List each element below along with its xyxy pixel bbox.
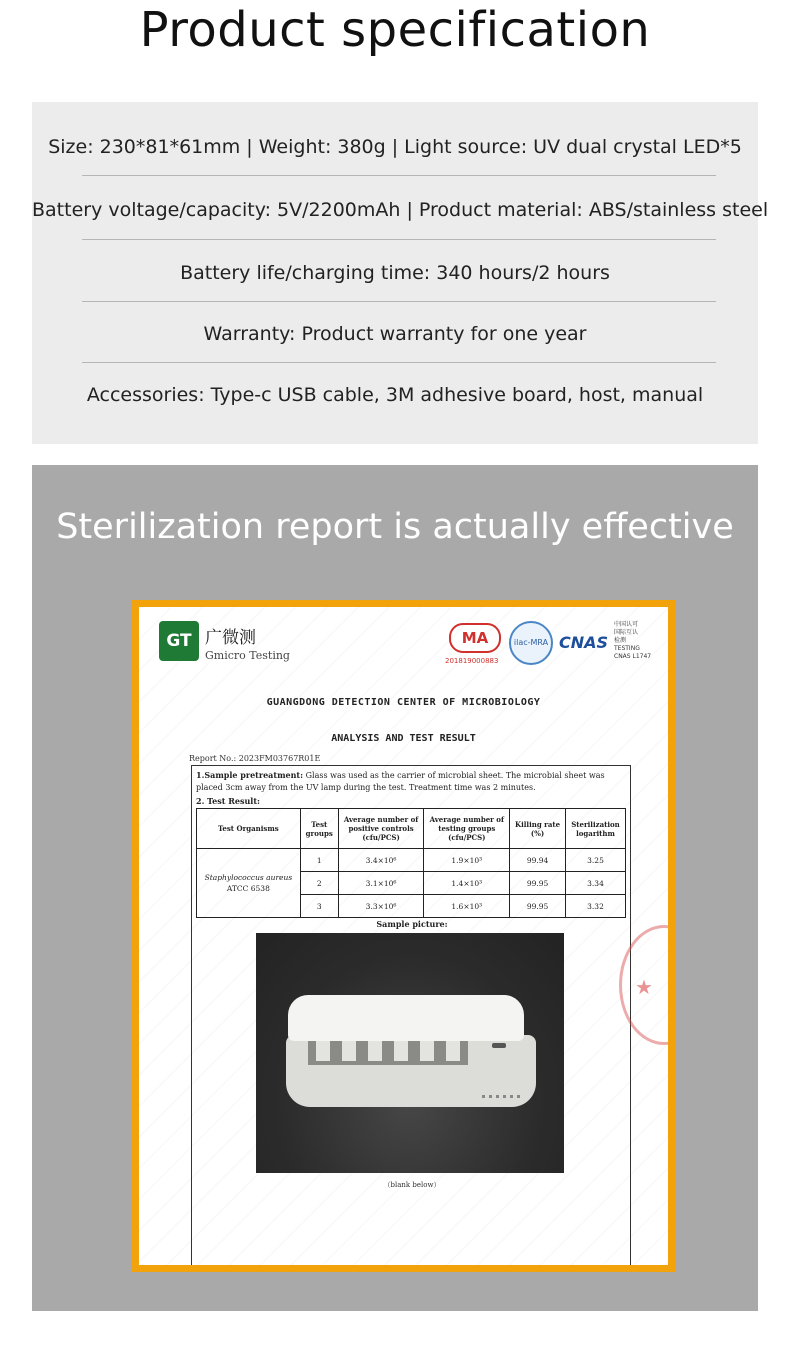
cma-number: 201819000883 bbox=[445, 657, 499, 665]
sterilizer-device-image bbox=[286, 995, 536, 1107]
table-row bbox=[197, 849, 626, 872]
report-frame bbox=[131, 600, 676, 1272]
device-slots bbox=[308, 1039, 468, 1065]
detection-center-name: GUANGDONG DETECTION CENTER OF MICROBIOLOGY bbox=[266, 697, 541, 708]
spec-panel bbox=[32, 102, 769, 444]
table-cell: 3.32 bbox=[565, 895, 625, 918]
cnas-side-line: 检测 bbox=[614, 637, 627, 644]
table-header: Sterilization logarithm bbox=[565, 809, 625, 849]
table-header: Average number of positive controls (cfu/PCS) bbox=[338, 809, 424, 849]
spec-divider bbox=[82, 239, 716, 240]
table-cell: 99.95 bbox=[510, 895, 566, 918]
organism-cell bbox=[197, 849, 301, 918]
pretreatment-label: 1.Sample pretreatment: bbox=[196, 770, 304, 780]
table-cell: 1 bbox=[300, 849, 338, 872]
results-table bbox=[196, 808, 626, 918]
logo-chinese-name: 广微测 bbox=[205, 628, 256, 648]
sample-photo bbox=[256, 933, 564, 1173]
table-cell: 1.4×10³ bbox=[424, 872, 510, 895]
cma-mark-icon: MA bbox=[449, 623, 501, 653]
table-cell: 3 bbox=[300, 895, 338, 918]
report-panel bbox=[32, 465, 758, 1311]
ilac-mra-icon: ilac-MRA bbox=[509, 621, 553, 665]
spec-divider bbox=[82, 362, 716, 363]
spec-divider bbox=[82, 175, 716, 176]
table-cell: 3.4×10⁶ bbox=[338, 849, 424, 872]
cnas-side-text bbox=[614, 621, 664, 661]
spec-size-weight-light: Size: 230*81*61mm | Weight: 380g | Light source: UV dual crystal LED*5 bbox=[48, 136, 742, 158]
gmicro-logo-icon: GT bbox=[159, 621, 199, 661]
spec-warranty: Warranty: Product warranty for one year bbox=[203, 323, 587, 345]
test-result-label: 2. Test Result: bbox=[196, 796, 260, 806]
report-number: Report No.: 2023FM03767R01E bbox=[189, 754, 321, 763]
table-header: Killing rate (%) bbox=[510, 809, 566, 849]
table-cell: 99.95 bbox=[510, 872, 566, 895]
table-cell: 3.1×10⁶ bbox=[338, 872, 424, 895]
seal-star-icon: ★ bbox=[635, 975, 653, 999]
table-header: Average number of testing groups (cfu/PCS) bbox=[424, 809, 510, 849]
spec-battery-life: Battery life/charging time: 340 hours/2 hours bbox=[180, 262, 610, 284]
table-header: Test groups bbox=[300, 809, 338, 849]
table-cell: 1.6×10³ bbox=[424, 895, 510, 918]
table-cell: 3.34 bbox=[565, 872, 625, 895]
report-body bbox=[191, 765, 631, 1265]
page-title: Product specification bbox=[139, 2, 651, 58]
cnas-logo-icon: CNAS bbox=[559, 633, 609, 652]
table-header: Test Organisms bbox=[197, 809, 301, 849]
pretreatment-paragraph bbox=[196, 769, 630, 794]
table-cell: 99.94 bbox=[510, 849, 566, 872]
result-title: ANALYSIS AND TEST RESULT bbox=[331, 733, 476, 744]
spec-battery-material: Battery voltage/capacity: 5V/2200mAh | Product material: ABS/stainless steel bbox=[32, 199, 769, 221]
organism-strain: ATCC 6538 bbox=[226, 884, 270, 893]
cnas-side-line: 国际互认 bbox=[614, 629, 639, 636]
table-header-row bbox=[197, 809, 626, 849]
usb-port-icon bbox=[492, 1043, 506, 1048]
test-report-document bbox=[139, 607, 668, 1265]
report-heading: Sterilization report is actually effective bbox=[56, 507, 734, 547]
spec-divider bbox=[82, 301, 716, 302]
table-cell: 1.9×10³ bbox=[424, 849, 510, 872]
sample-picture-label: Sample picture: bbox=[376, 919, 448, 929]
battery-leds bbox=[482, 1095, 522, 1098]
cnas-side-line: 中国认可 bbox=[614, 621, 639, 628]
device-lid bbox=[288, 995, 524, 1041]
table-cell: 2 bbox=[300, 872, 338, 895]
spec-accessories: Accessories: Type-c USB cable, 3M adhesive board, host, manual bbox=[86, 384, 704, 406]
table-cell: 3.25 bbox=[565, 849, 625, 872]
pretreatment-text: Glass was used as the carrier of microbial sheet. The microbial sheet was placed 3cm away from the UV lamp during the test. Treatment time was 2 minutes. bbox=[196, 771, 605, 792]
cnas-side-line: CNAS L1747 bbox=[614, 653, 652, 660]
cnas-side-line: TESTING bbox=[614, 645, 640, 652]
organism-name: Staphylococcus aureus bbox=[204, 873, 293, 882]
blank-below-note: （blank below） bbox=[383, 1181, 441, 1189]
logo-english-name: Gmicro Testing bbox=[205, 649, 290, 662]
table-cell: 3.3×10⁶ bbox=[338, 895, 424, 918]
